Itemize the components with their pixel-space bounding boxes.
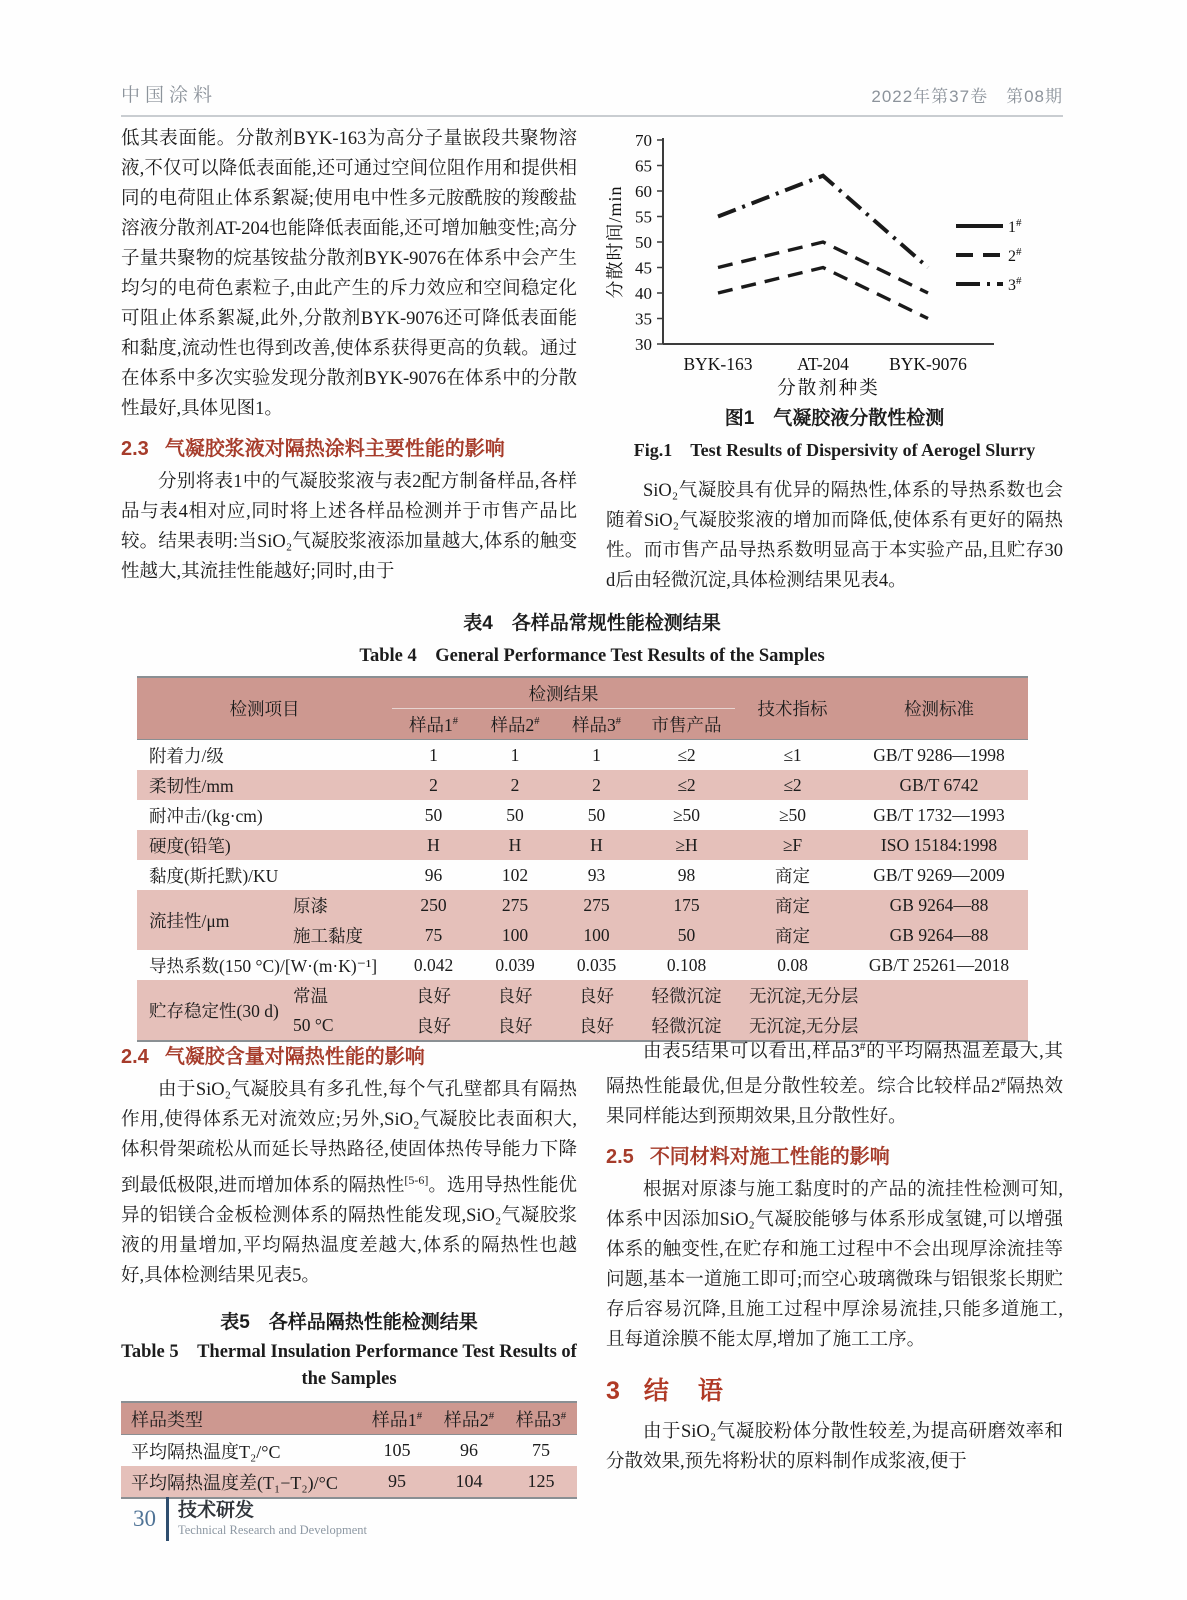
body-paragraph: SiO₂气凝胶具有优异的隔热性,体系的导热系数也会随着SiO₂气凝胶浆液的增加而降低,使体系有更好的隔热性。而市售产品导热系数明显高于本实验产品,且贮存30 d后由轻微沉淀,具体检测结果见表4。 (606, 481, 1063, 591)
footer-divider (166, 1497, 169, 1541)
table-cell: 良好 (392, 980, 475, 1010)
svg-text:60: 60 (635, 182, 652, 201)
table-cell: 常温 (287, 980, 392, 1010)
table-cell: 96 (424, 864, 443, 885)
table-cell: ≥50 (778, 804, 807, 825)
figure-caption-en: Fig.1 Test Results of Dispersivity of Aerogel Slurry (633, 440, 1036, 460)
table-cell: ≥50 (672, 804, 701, 825)
table-cell: GB/T 6742 (850, 770, 1028, 800)
table-cell: 75 (532, 1440, 550, 1461)
table-cell: 96 (460, 1440, 478, 1461)
table-cell: 良好 (555, 980, 638, 1010)
footer-section (178, 1500, 367, 1538)
table-cell: 102 (501, 864, 529, 885)
hash-superscript: # (615, 715, 621, 727)
table-cell: 商定 (735, 890, 850, 920)
column-header-sample1: 样品1# (392, 709, 475, 740)
table-cell: H (555, 830, 638, 860)
table-cell: 75 (392, 920, 475, 950)
section-number: 2.4 (121, 1046, 149, 1068)
table-cell: ≥H (638, 830, 735, 860)
svg-text:BYK-163: BYK-163 (683, 354, 753, 374)
table-cell: 1 (592, 744, 601, 765)
table-cell: 2 (555, 770, 638, 800)
hash-superscript: # (560, 1409, 567, 1422)
table-cell: 原漆 (287, 890, 392, 920)
table-cell: ≤2 (677, 744, 696, 765)
table-cell: 93 (587, 864, 606, 885)
column-header-sample2: 样品2# (475, 709, 555, 740)
page-footer (133, 1497, 367, 1541)
body-paragraph: 分别将表1中的气凝胶浆液与表2配方制备样品,各样品与表4相对应,同时将上述各样品检测并于市售产品比较。结果表明:当SiO₂气凝胶浆液添加量越大,体系的触变性越大,其流挂性能越好;同时,由于 (121, 472, 577, 582)
table-4 (137, 676, 1028, 1042)
table-row (137, 830, 1028, 860)
table-cell: 流挂性/μm (137, 890, 287, 950)
table-cell: 导热系数(150 °C)/[W·(m·K)⁻¹] (149, 955, 378, 976)
table-header-row (137, 677, 1028, 709)
table-cell: 附着力/级 (149, 745, 224, 766)
table-cell: 1 (510, 744, 520, 765)
table-cell: 贮存稳定性(30 d) (137, 980, 287, 1041)
table-4-title-zh: 表4 各样品常规性能检测结果 (463, 613, 721, 634)
svg-text:1#: 1# (1008, 217, 1022, 236)
svg-text:70: 70 (635, 131, 652, 150)
footer-section-zh: 技术研发 (178, 1500, 255, 1521)
svg-text:2#: 2# (1008, 246, 1022, 265)
column-header-results: 检测结果 (392, 677, 735, 709)
column-header-sample3: 样品3# (505, 1402, 577, 1435)
table-cell: 0.039 (495, 954, 535, 975)
svg-text:65: 65 (635, 156, 652, 176)
page-number: 30 (133, 1506, 156, 1531)
hash-superscript: # (859, 1041, 866, 1053)
figure-1 (606, 124, 1063, 462)
svg-text:BYK-9076: BYK-9076 (889, 354, 967, 374)
svg-text:45: 45 (635, 258, 652, 278)
section-number: 2.3 (121, 438, 149, 460)
svg-text:50: 50 (635, 233, 652, 252)
svg-text:55: 55 (635, 207, 652, 227)
table-cell: 无沉淀,无分层 (735, 1010, 1028, 1041)
column-header-sample3: 样品3# (555, 709, 638, 740)
table-cell: 良好 (475, 1010, 555, 1041)
table-row (137, 890, 1028, 920)
table-cell: 良好 (475, 980, 555, 1010)
column-header-tech: 技术指标 (735, 677, 850, 740)
table-row (121, 1466, 577, 1498)
table-cell: 100 (475, 920, 555, 950)
left-column-bottom (121, 1032, 577, 1499)
table-cell: ISO 15184:1998 (850, 830, 1028, 860)
table-cell: 0.035 (576, 954, 617, 975)
section-heading-2-5 (606, 1140, 1063, 1169)
table-cell: 轻微沉淀 (638, 980, 735, 1010)
table-row (137, 950, 1028, 980)
table-cell: GB 9264—88 (850, 890, 1028, 920)
section-number: 2.5 (606, 1146, 634, 1169)
table-cell: GB/T 1732—1993 (873, 804, 1005, 825)
table-cell: 平均隔热温度T₂/°C (131, 1441, 281, 1462)
right-column-top (606, 124, 1063, 596)
table-row (137, 800, 1028, 830)
journal-name: 中国涂料 (121, 85, 218, 106)
table-cell: ≥F (735, 830, 850, 860)
table-cell: 1 (429, 744, 438, 765)
table-row (121, 1435, 577, 1467)
table-cell: 175 (638, 890, 735, 920)
svg-text:30: 30 (635, 335, 652, 354)
table-cell: 2 (392, 770, 475, 800)
table-cell: 275 (555, 890, 638, 920)
hash-superscript: # (488, 1409, 495, 1422)
footer-section-en: Technical Research and Development (178, 1523, 367, 1537)
table-cell: 0.108 (666, 954, 707, 975)
figure-1-line-chart (606, 124, 1063, 396)
table-5-title-en: Table 5 Thermal Insulation Performance Test Results of the Samples (121, 1342, 577, 1390)
table-header-row (121, 1402, 577, 1435)
hash-superscript: # (452, 715, 458, 727)
table-cell: 柔韧性/mm (137, 770, 392, 800)
svg-text:分散时间/min: 分散时间/min (606, 185, 625, 299)
table-cell: 100 (555, 920, 638, 950)
table-cell: 良好 (555, 1010, 638, 1041)
right-column-bottom (606, 1032, 1063, 1499)
table-cell: 275 (475, 890, 555, 920)
left-column-top (121, 124, 577, 596)
table-cell: ≤2 (735, 770, 850, 800)
column-header-standard: 检测标准 (850, 677, 1028, 740)
table-cell: ≤2 (638, 770, 735, 800)
body-paragraph: 由于SiO₂气凝胶粉体分散性较差,为提高研磨效率和分散效果,预先将粉状的原料制作成浆液,便于 (606, 1422, 1063, 1473)
column-header-item: 检测项目 (137, 677, 392, 740)
section-heading-3 (606, 1371, 1063, 1407)
body-paragraph: 由表5结果可以看出,样品3#的平均隔热温差最大,其隔热性能最优,但是分散性较差。综合比较样品2#隔热效果同样能达到预期效果,且分散性好。 (606, 1041, 1063, 1128)
table-cell: 95 (361, 1466, 433, 1498)
section-heading-2-4 (121, 1040, 577, 1069)
table-row (137, 740, 1028, 771)
table-cell: H (475, 830, 555, 860)
body-paragraph: 根据对原漆与施工黏度时的产品的流挂性检测可知,体系中因添加SiO₂气凝胶能够与体系形成氢键,可以增强体系的触变性,在贮存和施工过程中不会出现厚涂流挂等问题,基本一道施工即可;而空心玻璃微珠与铝银浆长期贮存后容易沉降,且施工过程中厚涂易流挂,只能多道施工,且每道涂膜不能太厚,增加了施工工序。 (606, 1180, 1063, 1351)
figure-caption-zh: 图1 气凝胶液分散性检测 (724, 408, 945, 429)
table-cell: 125 (505, 1466, 577, 1498)
table-cell: 无沉淀,无分层 (735, 980, 1028, 1010)
section-title: 不同材料对施工性能的影响 (649, 1146, 890, 1169)
issue-info: 2022年第37卷 第08期 (871, 87, 1063, 106)
table-4-block (121, 608, 1063, 1042)
body-paragraph: 由于SiO₂气凝胶具有多孔性,每个气孔壁都具有隔热作用,使得体系无对流效应;另外,SiO₂气凝胶比表面积大,体积骨架疏松从而延长导热路径,使固体热传导能力下降到最低极限,进而增加体系的隔热性[5-6]。选用导热性能优异的铝镁合金板检测体系的隔热性能发现,SiO₂气凝胶浆液的用量增加,平均隔热温度差越大,体系的隔热性也越好,具体检测结果见表5。 (121, 1080, 577, 1287)
table-cell: 250 (392, 890, 475, 920)
table-cell: 轻微沉淀 (638, 1010, 735, 1041)
table-cell: H (392, 830, 475, 860)
table-cell: 耐冲击/(kg·cm) (149, 805, 263, 826)
table-5-title-zh: 表5 各样品隔热性能检测结果 (220, 1312, 478, 1334)
section-title: 气凝胶含量对隔热性能的影响 (164, 1046, 425, 1068)
table-cell: 商定 (775, 865, 810, 886)
section-title: 结 语 (643, 1377, 725, 1406)
body-paragraph: 低其表面能。分散剂BYK-163为高分子量嵌段共聚物溶液,不仅可以降低表面能,还可通过空间位阻作用和提供相同的电荷阻止体系絮凝;使用电中性多元胺酰胺的羧酸盐溶液分散剂AT-204也能降低表面能,还可增加触变性;高分子量共聚物的烷基铵盐分散剂BYK-9076在体系中会产生均匀的电荷色素粒子,由此产生的斥力效应和空间稳定化可阻止体系絮凝,此外,分散剂BYK-9076还可降低表面能和黏度,流动性也得到改善,使体系获得更高的负载。通过在体系中多次实验发现分散剂BYK-9076在体系中的分散性最好,具体见图1。 (121, 129, 577, 419)
hash-superscript: # (534, 715, 540, 727)
table-cell: GB/T 25261—2018 (868, 954, 1010, 975)
table-cell: ≤1 (783, 744, 802, 765)
bottom-columns (121, 1032, 1063, 1499)
table-cell: 黏度(斯托默)/KU (149, 865, 279, 886)
table-cell: 104 (433, 1466, 505, 1498)
section-number: 3 (606, 1377, 622, 1406)
column-header-sample1: 样品1# (361, 1402, 433, 1435)
table-cell: 98 (677, 864, 696, 885)
column-header-market: 市售产品 (638, 709, 735, 740)
table-4-title-en: Table 4 General Performance Test Results of the Samples (359, 646, 825, 666)
table-cell: 良好 (392, 1010, 475, 1041)
svg-text:AT-204: AT-204 (797, 354, 849, 374)
svg-text:分散剂种类: 分散剂种类 (777, 379, 880, 396)
table-cell: 硬度(铅笔) (137, 830, 392, 860)
table-5 (121, 1401, 577, 1499)
reference-superscript: [5-6] (404, 1173, 429, 1187)
section-title: 气凝胶浆液对隔热涂料主要性能的影响 (164, 438, 505, 460)
table-cell: 105 (383, 1440, 411, 1461)
table-row (137, 770, 1028, 800)
table-cell: GB 9264—88 (850, 920, 1028, 950)
hash-superscript: # (1000, 1076, 1006, 1089)
page-header (121, 80, 1063, 117)
table-cell: 施工黏度 (287, 920, 392, 950)
table-cell: GB/T 9286—1998 (873, 744, 1005, 765)
table-cell: 50 °C (287, 1010, 392, 1041)
table-cell: 平均隔热温度差(T₁−T₂)/°C (121, 1466, 361, 1498)
table-cell: 50 (638, 920, 735, 950)
table-cell: 商定 (735, 920, 850, 950)
table-cell: 50 (506, 804, 524, 825)
hash-superscript: # (416, 1409, 423, 1422)
table-cell: 2 (475, 770, 555, 800)
table-cell: GB/T 9269—2009 (873, 864, 1005, 885)
table-cell: 50 (587, 804, 606, 825)
table-row (137, 860, 1028, 890)
svg-text:3#: 3# (1008, 275, 1022, 294)
table-cell: 0.042 (413, 954, 454, 975)
table-5-block (121, 1307, 577, 1499)
top-columns (121, 124, 1063, 596)
column-header-sample2: 样品2# (433, 1402, 505, 1435)
table-cell: 50 (424, 804, 443, 825)
column-header-sample-type: 样品类型 (121, 1402, 361, 1435)
section-heading-2-3 (121, 432, 577, 461)
svg-text:40: 40 (635, 284, 652, 303)
table-cell: 0.08 (777, 954, 808, 975)
svg-text:35: 35 (635, 309, 652, 329)
table-row (137, 980, 1028, 1010)
